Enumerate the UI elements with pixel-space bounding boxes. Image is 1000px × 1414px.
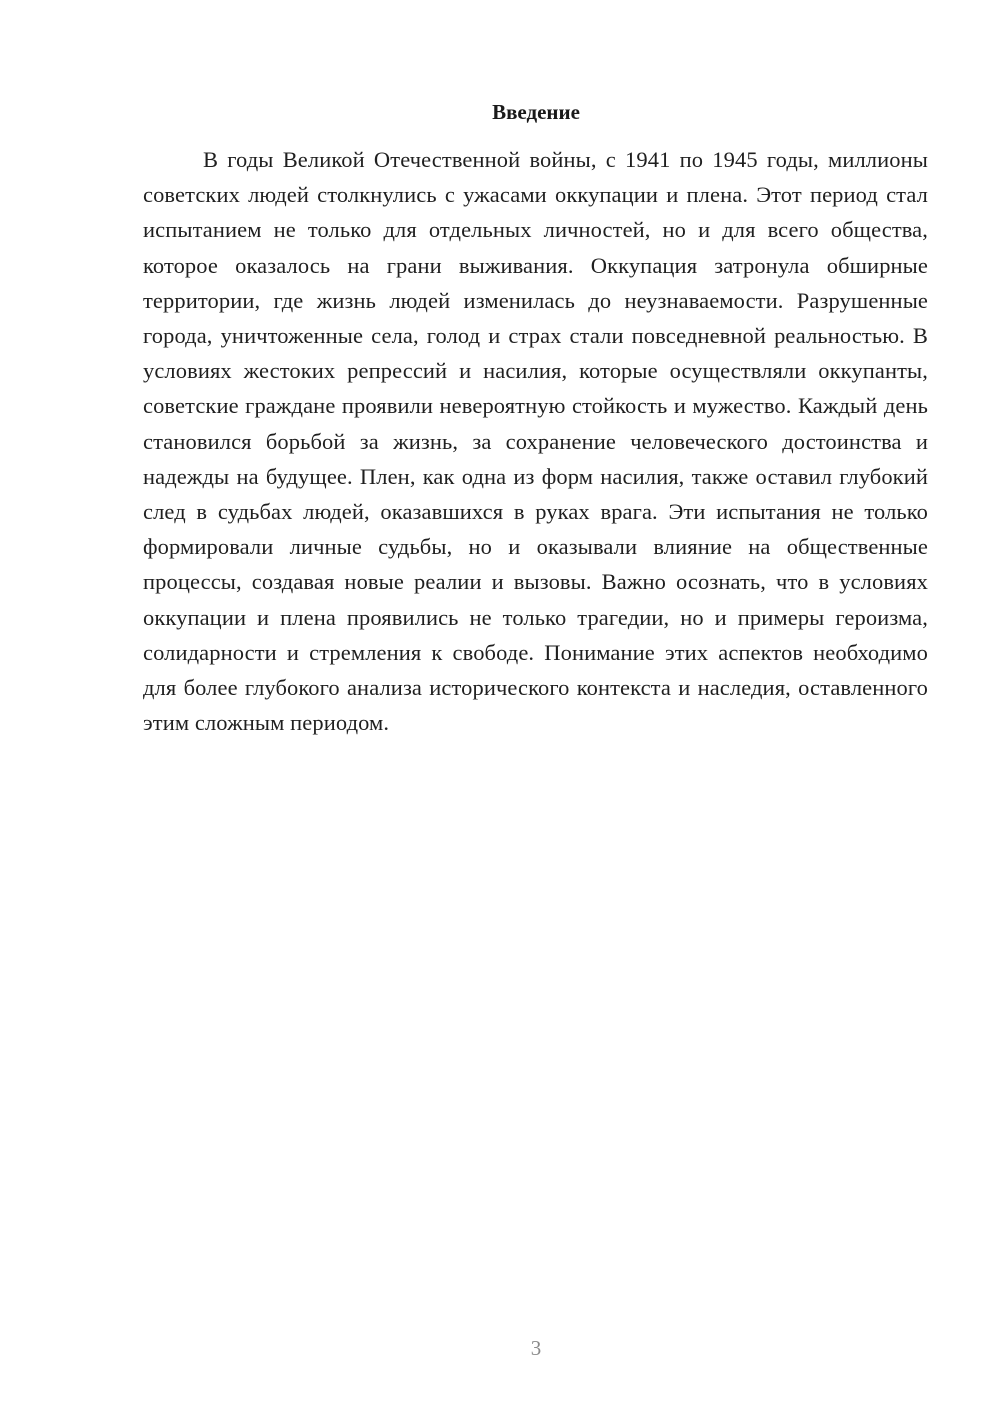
body-paragraph: В годы Великой Отечественной войны, с 1941 по 1945 годы, миллионы советских людей столкнулись с ужасами оккупации и плена. Этот период стал испытанием не только для отдельных личностей, но и для всего общества, которое оказалось на грани выживания. Оккупация затронула обширные территории, где жизнь людей изменилась до неузнаваемости. Разрушенные города, уничтоженные села, голод и страх стали повседневной реальностью. В условиях жестоких репрессий и насилия, которые осуществляли оккупанты, советские граждане проявили невероятную стойкость и мужество. Каждый день становился борьбой за жизнь, за сохранение человеческого достоинства и надежды на будущее. Плен, как одна из форм насилия, также оставил глубокий след в судьбах людей, оказавшихся в руках врага. Эти испытания не только формировали личные судьбы, но и оказывали влияние на общественные процессы, создавая новые реалии и вызовы. Важно осознать, что в условиях оккупации и плена проявились не только трагедии, но и примеры героизма, солидарности и стремления к свободе. Понимание этих аспектов необходимо для более глубокого анализа исторического контекста и наследия, оставленного этим сложным периодом. xyxy=(143,147,928,736)
section-heading: Введение xyxy=(492,100,580,124)
page-number: 3 xyxy=(530,1336,542,1360)
